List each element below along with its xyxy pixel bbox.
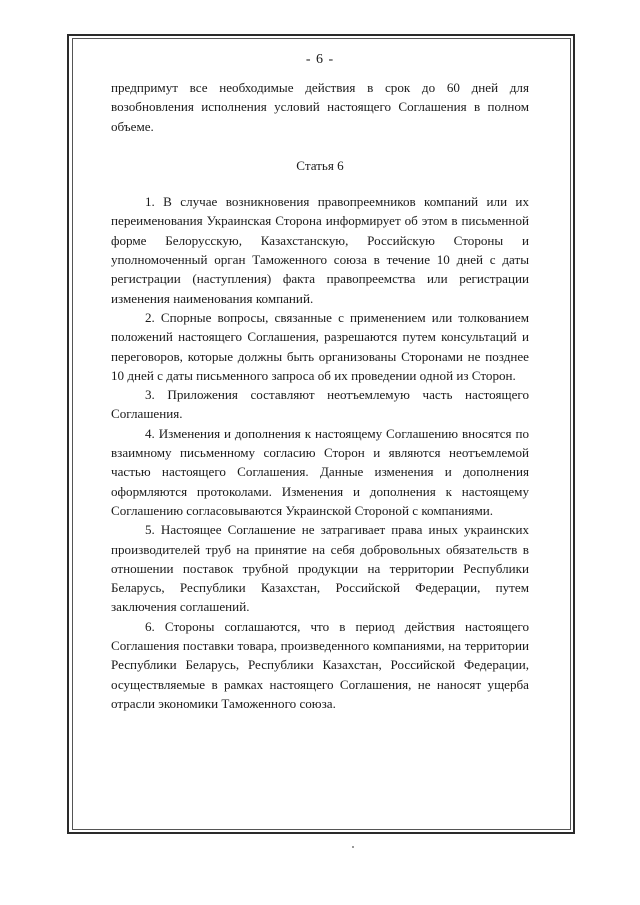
intro-paragraph: предпримут все необходимые действия в срок до 60 дней для возобновления исполнения условий настоящего Соглашения в полном объеме. bbox=[111, 80, 529, 134]
page-number: - 6 - bbox=[305, 52, 335, 67]
article-paragraph-6: 6. Стороны соглашаются, что в период действия настоящего Соглашения поставки товара, произведенного компаниями, на территории Республики Беларусь, Республики Казахстан, Российской Федерации, осуществляемые в рамках настоящего Соглашения, не наносят ущерба отрасли экономики Таможенного союза. bbox=[111, 618, 529, 711]
document-body bbox=[111, 78, 529, 713]
article-paragraph-2: 2. Спорные вопросы, связанные с применением или толкованием положений настоящего Соглашения, разрешаются путем консультаций и переговоров, которые должны быть организованы Сторонами не позднее 10 дней с даты письменного запроса об их проведении одной из Сторон. bbox=[111, 309, 529, 383]
article-paragraph-3: 3. Приложения составляют неотъемлемую часть настоящего Соглашения. bbox=[111, 387, 529, 422]
article-title: Статья 6 bbox=[296, 157, 344, 173]
article-paragraph-1: 1. В случае возникновения правопреемников компаний или их переименования Украинская Сторона информирует об этом в письменной форме Белорусскую, Казахстанскую, Российскую Стороны и уполномоченный орган Таможенного союза в течение 10 дней с даты регистрации (наступления) факта правопреемства или регистрации изменения наименования компаний. bbox=[111, 194, 529, 306]
article-paragraph-4: 4. Изменения и дополнения к настоящему Соглашению вносятся по взаимному письменному согласию Сторон и являются неотъемлемой частью настоящего Соглашения. Данные изменения и дополнения оформляются протоколами. Изменения и дополнения к настоящему Соглашению согласовываются Украинской Стороной с компаниями. bbox=[111, 425, 529, 518]
article-paragraph-5: 5. Настоящее Соглашение не затрагивает права иных украинских производителей труб на принятие на себя добровольных обязательств в отношении поставок трубной продукции на территории Республики Беларусь, Республики Казахстан, Российской Федерации, путем заключения соглашений. bbox=[111, 522, 529, 615]
scan-artifact bbox=[352, 846, 354, 848]
